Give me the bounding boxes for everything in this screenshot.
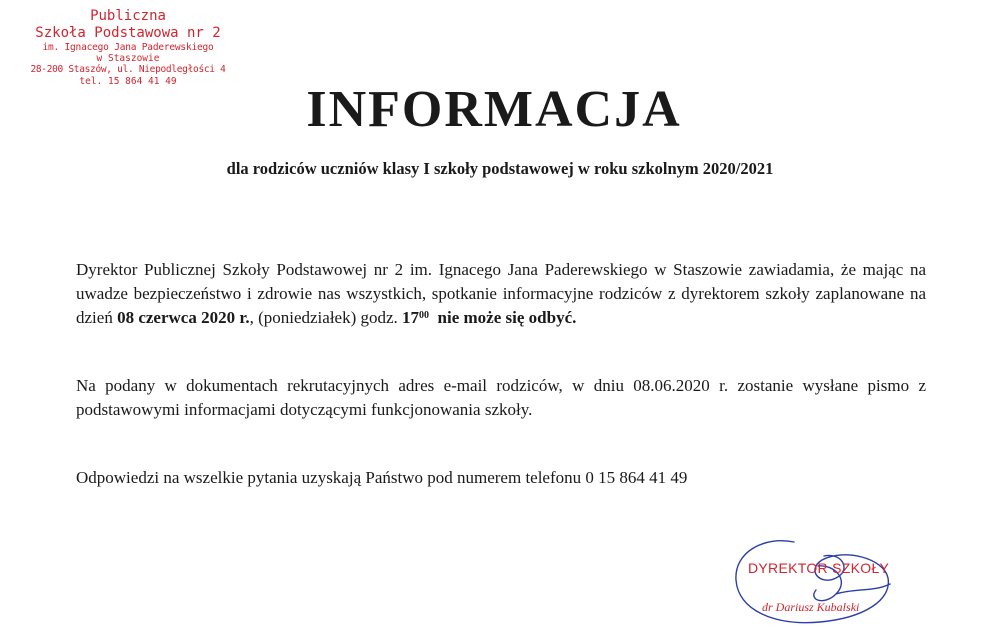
stamp-line: Szkoła Podstawowa nr 2 [35,24,221,41]
signature-block [724,530,924,634]
signature-name: dr Dariusz Kubalski [762,600,860,614]
announcement-text: Dyrektor Publicznej Szkoły Podstawowej nr 2 im. Ignacego Jana Paderewskiego w Staszowie zawiadamia, że mając na uwadze bezpieczeństwo i zdrowie nas wszystkich, spotkanie informacyjne rodziców z dyrektorem szkoły zaplanowane na dzień [76,260,926,327]
document-title: INFORMACJA [306,81,682,138]
signature-title: DYREKTOR SZKOŁY [748,560,890,576]
paragraph-announcement [76,258,926,330]
school-stamp [22,8,234,87]
handwritten-signature [724,530,924,634]
document-subtitle: dla rodziców uczniów klasy I szkoły podstawowej w roku szkolnym 2020/2021 [226,159,774,178]
meeting-date: 08 czerwca 2020 r. [117,308,250,327]
stamp-line: im. Ignacego Jana Paderewskiego [42,41,214,53]
cancellation-notice: nie może się odbyć. [437,308,577,327]
announcement-text: , (poniedziałek) godz. [249,308,403,327]
paragraph-contact: Odpowiedzi na wszelkie pytania uzyskają Państwo pod numerem telefonu 0 15 864 41 49 [76,468,688,487]
meeting-hour: 17 [402,308,420,327]
meeting-minutes: 00 [419,310,430,321]
stamp-line: w Staszowie [96,52,160,64]
paragraph-email-info: Na podany w dokumentach rekrutacyjnych adres e-mail rodziców, w dniu 08.06.2020 r. zostanie wysłane pismo z podstawowymi informacjami dotyczącymi funkcjonowania szkoły. [76,376,926,419]
stamp-line: 28-200 Staszów, ul. Niepodległości 4 [30,64,226,76]
stamp-line: tel. 15 864 41 49 [79,75,177,87]
stamp-line: Publiczna [90,8,166,24]
